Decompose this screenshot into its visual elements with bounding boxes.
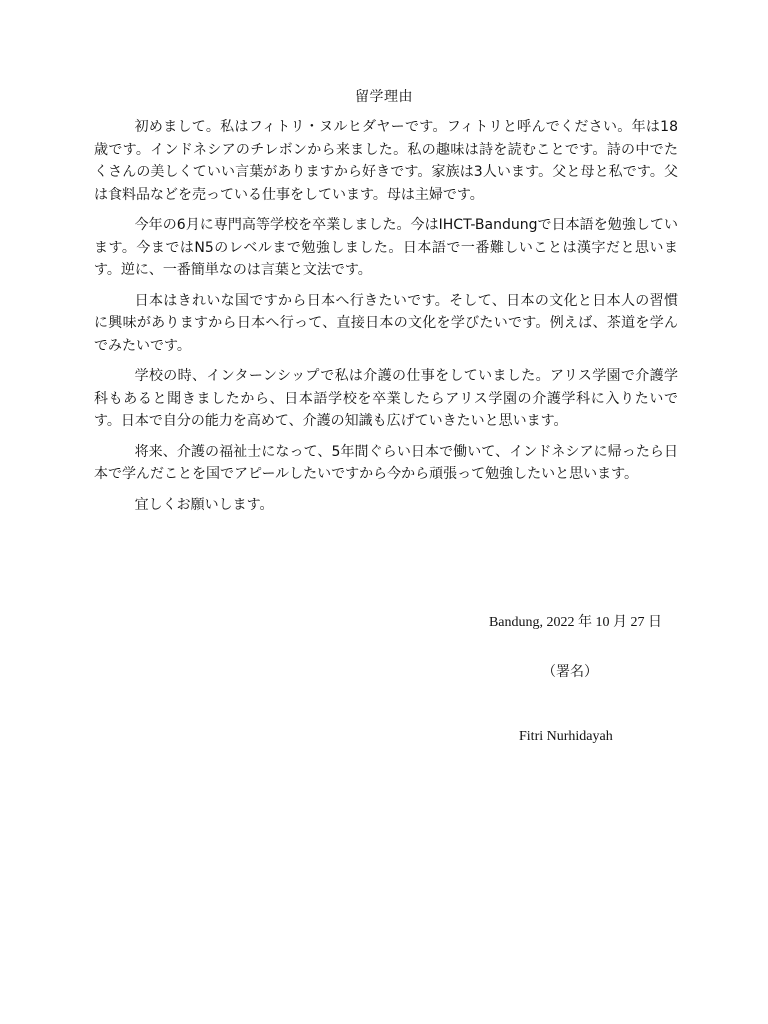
paragraph-closing: 宜しくお願いします。 [134,496,274,513]
document-title: 留学理由 [355,89,413,105]
signature-label: （署名） [542,664,598,680]
paragraph-education: 今年の6月に専門高等学校を卒業しました。今はIHCT-Bandungで日本語を勉強しています。今まではN5のレベルまで勉強しました。日本語で一番難しいことは漢字だと思います。逆に、一番簡単なのは言葉と文法です。 [94,217,678,278]
paragraph-future-plans: 将来、介護の福祉士になって、5年間ぐらい日本で働いて、インドネシアに帰ったら日本で学んだことを国でアピールしたいですから今から頑張って勉強したいと思います。 [94,443,678,482]
paragraph-interest-in-japan: 日本はきれいな国ですから日本へ行きたいです。そして、日本の文化と日本人の習慣に興味がありますから日本へ行って、直接日本の文化を学びたいです。例えば、茶道を学んでみたいです。 [94,292,678,354]
signature-name: Fitri Nurhidayah [519,729,613,744]
paragraph-introduction: 初めまして。私はフィトリ・ヌルヒダヤーです。フィトリと呼んでください。年は18歳です。インドネシアのチレボンから来ました。私の趣味は詩を読むことです。詩の中でたくさんの美しくていい言葉がありますから好きです。家族は3人います。父と母と私です。父は食料品などを売っている仕事をしています。母は主婦です。 [94,119,678,203]
document-date: Bandung, 2022 年 10 月 27 日 [488,615,662,630]
paragraph-caregiving: 学校の時、インターンシップで私は介護の仕事をしていました。アリス学園で介護学科もあると聞きましたから、日本語学校を卒業したらアリス学園の介護学科に入りたいです。日本で自分の能力を高めて、介護の知識も広げていきたいと思います。 [94,368,678,429]
document-body [94,116,678,524]
